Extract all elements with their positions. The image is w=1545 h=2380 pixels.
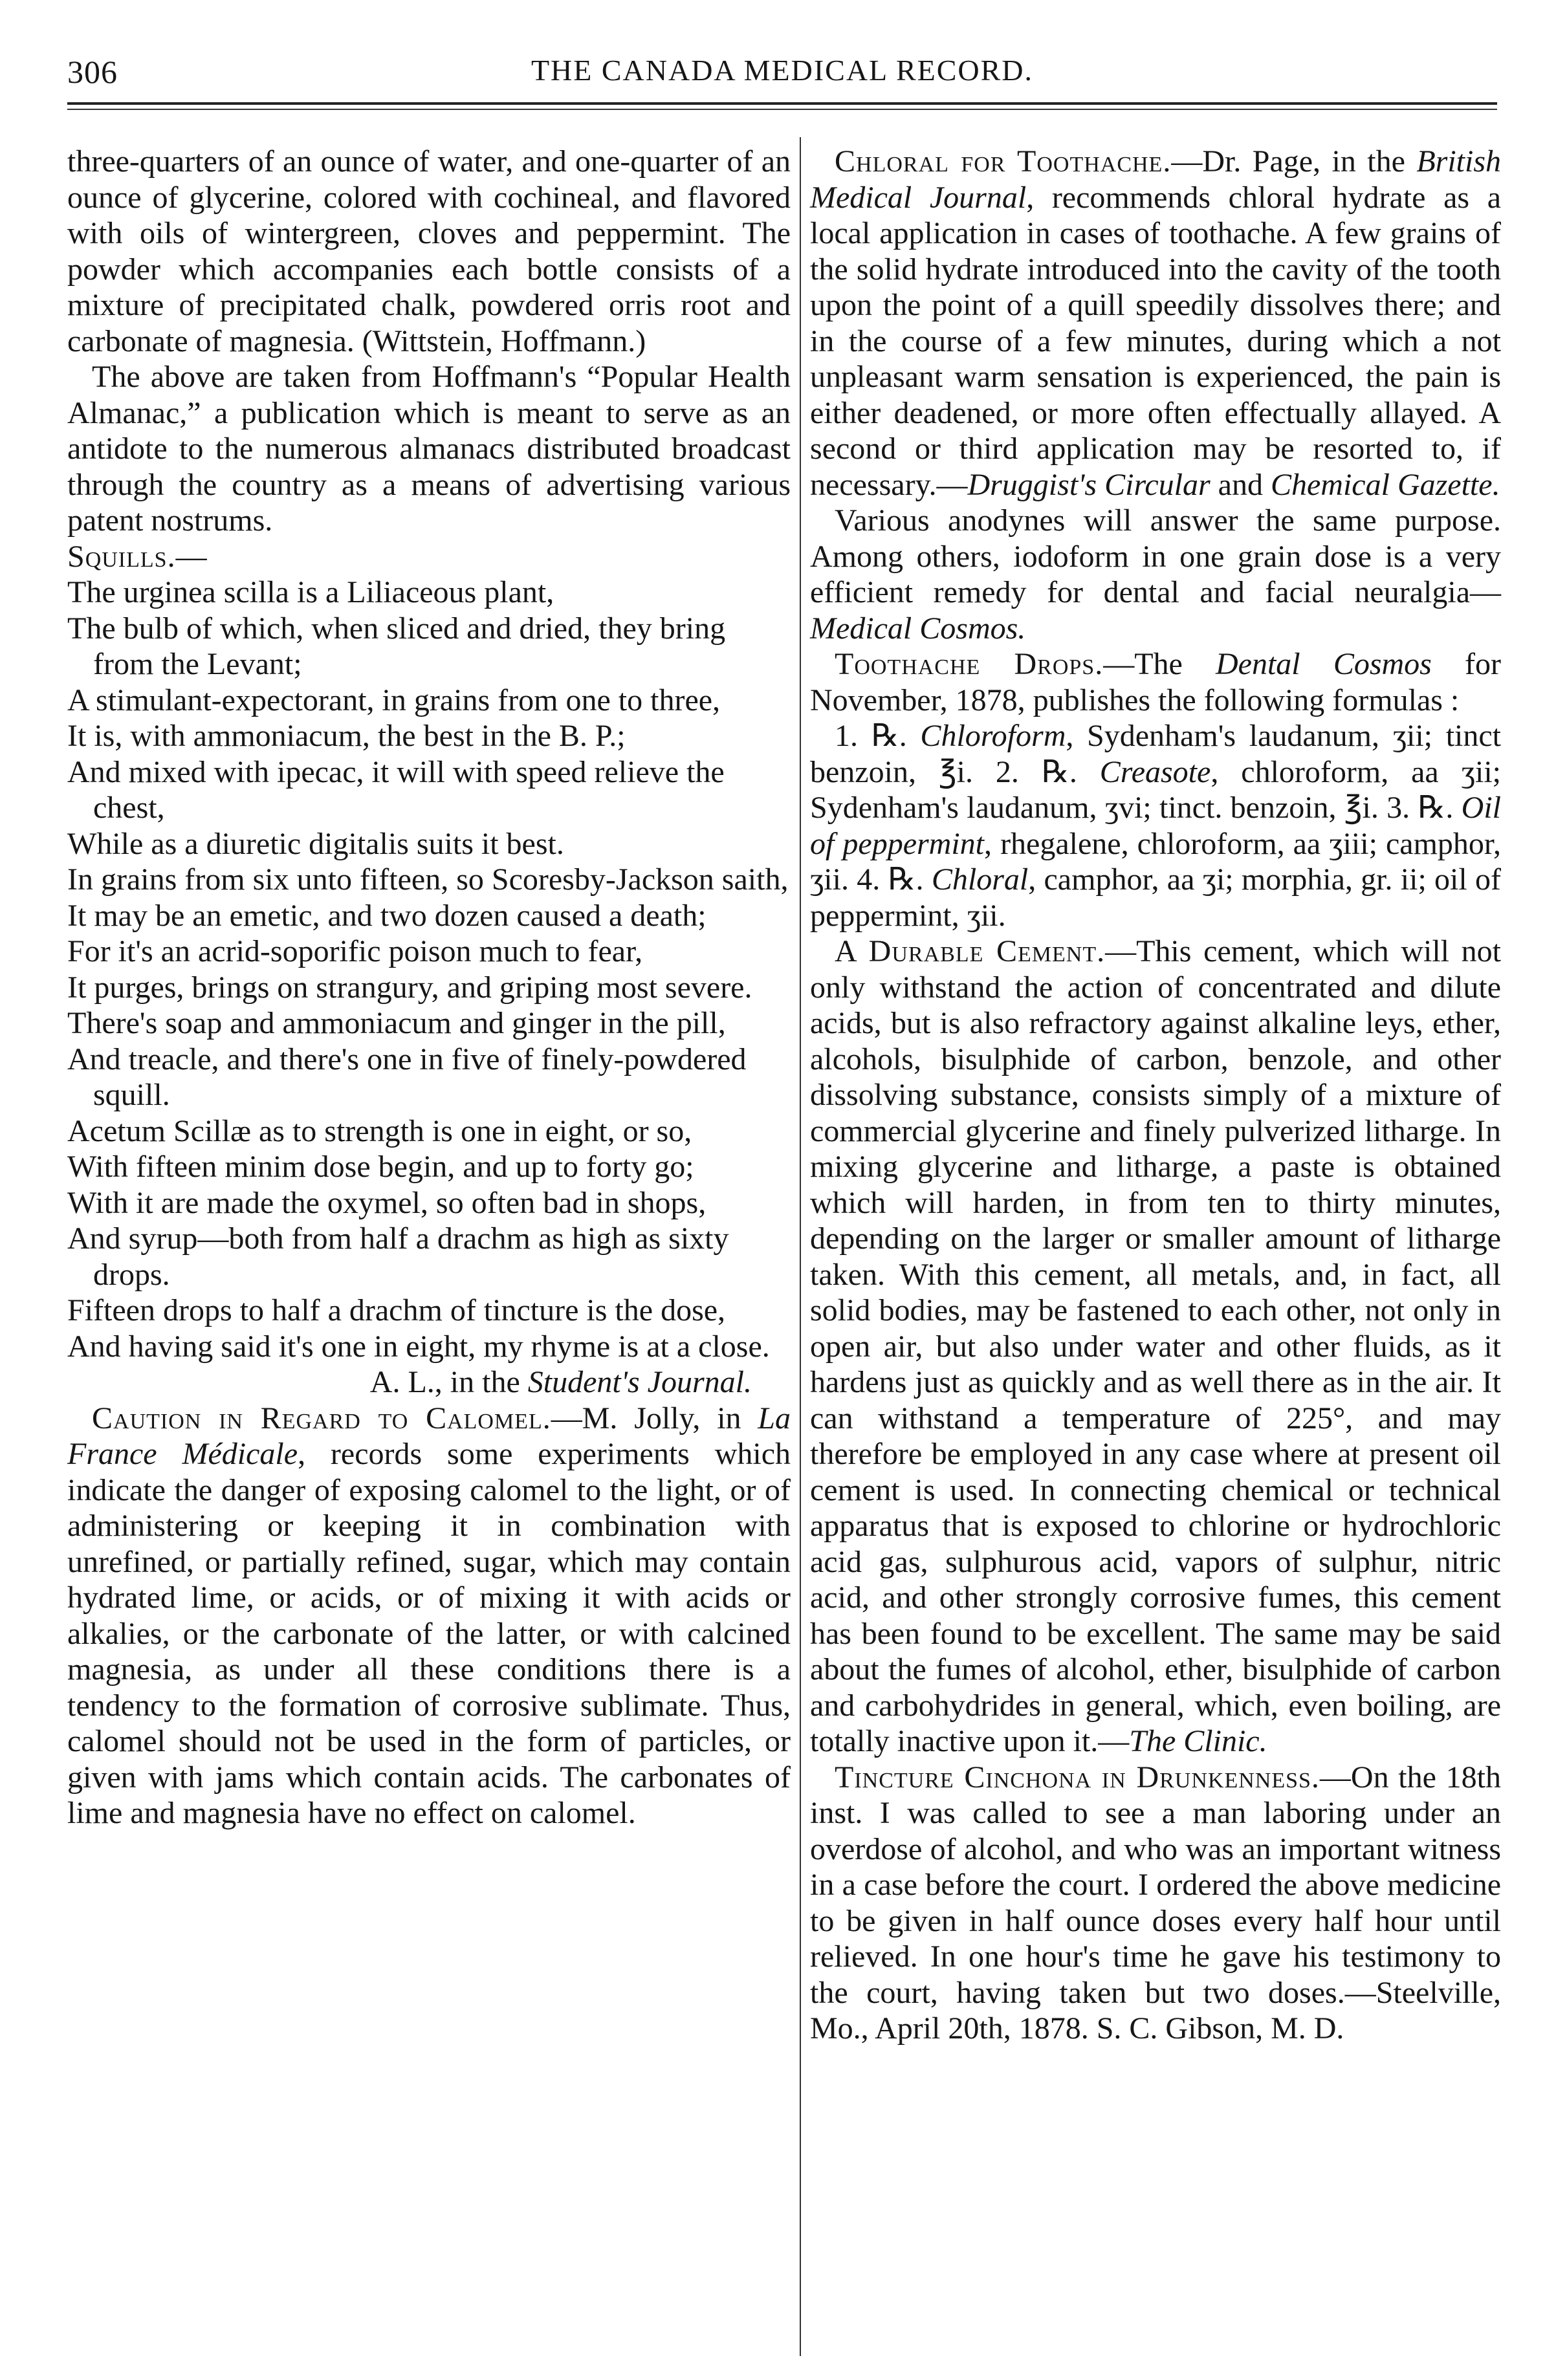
verse-line: There's soap and ammoniacum and ginger in the pill, xyxy=(67,1006,726,1040)
calomel-body: , records some experiments which indicate the danger of exposing calomel to the light, or of administering or keeping it in combination with unrefined, or partially refined, sugar, which may contain hydrated lime, or acids, or of mixing it with acids or alkalies, or the carbonate of the latter, or with calcined magnesia, as under all these conditions there is a tendency to the formation of corrosive sublimate. Thus, calomel should not be used in the form of particles, or given with jams which contain acids. The carbonates of lime and magnesia have no effect on calomel. xyxy=(67,1437,791,1830)
verse-line: And syrup—both from half a drachm as high as sixty drops. xyxy=(67,1221,729,1292)
left-column xyxy=(67,144,791,1831)
cement-body: —This cement, which will not only withstand the action of concentrated and dilute acids, but is also refractory against alkaline leys, ether, alcohols, bisulphide of carbon, benzole, and other dissolving substance, consists simply of a mixture of commercial glycerine and finely pulverized litharge. In mixing glycerine and litharge, a paste is obtained which will harden, in from ten to thirty minutes, depending on the larger or smaller amount of litharge taken. With this cement, all metals, and, in fact, all solid bodies, may be fastened to each other, not only in open air, but also under water and other fluids, as it hardens just as quickly and as well there as in the air. It can withstand a temperature of 225°, and may therefore be employed in any case where at present oil cement is used. In connecting chemical or technical apparatus that is exposed to chlorine or hydrochloric acid gas, sulphurous acid, vapors of sulphur, nitric acid, and other strongly corrosive fumes, this cement has been found to be excellent. The same may be said about the fumes of alcohol, ether, bisulphide of carbon and carbohydrides in general, which, even boiling, are totally inactive upon it.— xyxy=(810,934,1501,1758)
drops-source: Dental Cosmos xyxy=(1216,647,1432,681)
formula-2-drug: Creasote xyxy=(1099,754,1211,789)
formula-1-drug: Chloroform xyxy=(920,719,1066,753)
anodynes-body: Various anodynes will answer the same purpose. Among others, iodoform in one grain dose is a very efficient remedy for dental and facial neuralgia— xyxy=(810,503,1501,609)
right-column xyxy=(810,144,1501,2047)
almanac-note: The above are taken from Hoffmann's “Popular Health Almanac,” a publication which is meant to serve as an antidote to the numerous almanacs distributed broadcast through the country as a means of advertising various patent nostrums. xyxy=(67,360,791,538)
verse-line: It may be an emetic, and two dozen caused a death; xyxy=(67,898,707,933)
cement-article xyxy=(810,933,1501,1760)
chloral-body: , recommends chloral hydrate as a local application in cases of toothache. A few grains of the solid hydrate introduced into the cavity of the tooth upon the point of a quill speedily dissolves there; and in the course of a few minutes, during which a not unpleasant warm sensation is experienced, the pain is either deadened, or more often effectually allayed. A second or third application may be resorted to, if necessary.— xyxy=(810,180,1501,502)
column-divider xyxy=(800,137,801,2356)
running-head: THE CANADA MEDICAL RECORD. xyxy=(531,54,1034,87)
verse-line: With fifteen minim dose begin, and up to forty go; xyxy=(67,1150,694,1184)
calomel-source: La France Médicale xyxy=(67,1401,791,1471)
squills-heading: Squills.— xyxy=(67,539,208,574)
squills-verse xyxy=(67,574,791,1364)
verse-line: With it are made the oxymel, so often bad in shops, xyxy=(67,1185,707,1220)
drops-heading: Toothache Drops. xyxy=(835,647,1104,681)
formula-4-drug: Chloral xyxy=(931,862,1029,897)
page-header xyxy=(67,53,1497,98)
verse-line: And mixed with ipecac, it will with speed relieve the chest, xyxy=(67,754,725,825)
verse-line: A stimulant-expectorant, in grains from one to three, xyxy=(67,682,721,717)
signature-source: Student's Journal. xyxy=(527,1365,752,1399)
chloral-article xyxy=(810,144,1501,503)
formula-4-body: , camphor, aa ʒi; morphia, gr. ii; oil of peppermint, ʒii. xyxy=(810,862,1501,933)
header-rule-thin xyxy=(67,109,1497,110)
calomel-heading: Caution in Regard to Calomel. xyxy=(92,1401,551,1436)
verse-line: In grains from six unto fifteen, so Scoresby-Jackson saith, xyxy=(67,862,789,897)
page-number: 306 xyxy=(67,54,118,90)
drops-formulas xyxy=(810,718,1501,933)
chloral-citation-2: Chemical Gazette. xyxy=(1270,467,1500,502)
verse-line: While as a diuretic digitalis suits it best. xyxy=(67,826,564,861)
tincture-article xyxy=(810,1760,1501,2047)
anodynes-source: Medical Cosmos. xyxy=(810,611,1026,646)
toothache-drops-article xyxy=(810,646,1501,718)
verse-signature xyxy=(67,1364,791,1401)
verse-line: And treacle, and there's one in five of finely-powdered squill. xyxy=(67,1042,747,1112)
verse-line: The urginea scilla is a Liliaceous plant, xyxy=(67,575,554,609)
calomel-article xyxy=(67,1401,791,1831)
drops-body: for November, 1878, publishes the following formulas : xyxy=(810,647,1501,717)
formula-3-drug: Oil of peppermint xyxy=(810,791,1501,861)
cement-source: The Clinic. xyxy=(1129,1724,1267,1758)
chloral-and: and xyxy=(1210,467,1271,502)
verse-line: The bulb of which, when sliced and dried, they bring from the Levant; xyxy=(67,611,726,681)
formula-1-number: 1. ℞. xyxy=(835,719,921,753)
verse-line: And having said it's one in eight, my rhyme is at a close. xyxy=(67,1329,770,1364)
article-continuation: three-quarters of an ounce of water, and one-quarter of an ounce of glycerine, colored with cochineal, and flavored with oils of wintergreen, cloves and peppermint. The powder which accompanies each bottle consists of a mixture of precipitated chalk, powdered orris root and carbonate of magnesia. (Wittstein, Hoffmann.) xyxy=(67,144,791,358)
signature-prefix: A. L., in the xyxy=(369,1365,528,1399)
formula-2-body: , chloroform, aa ʒii; Sydenham's laudanum, ʒvi; tinct. benzoin, ℥i. 3. ℞. xyxy=(810,754,1501,825)
formula-1-body: , Sydenham's laudanum, ʒii; tinct benzoin, ℥i. 2. ℞. xyxy=(810,719,1502,789)
cement-heading: A Durable Cement. xyxy=(835,934,1106,968)
anodynes-article xyxy=(810,503,1501,646)
verse-line: For it's an acrid-soporific poison much to fear, xyxy=(67,934,643,968)
verse-line: It is, with ammoniacum, the best in the B. P.; xyxy=(67,719,626,753)
formula-3-body: , rhegalene, chloroform, aa ʒiii; camphor, ʒii. 4. ℞. xyxy=(810,826,1501,897)
tincture-heading: Tincture Cinchona in Drunkenness. xyxy=(835,1760,1320,1795)
tincture-body: —On the 18th inst. I was called to see a man laboring under an overdose of alcohol, and who was an important witness in a case before the court. I ordered the above medicine to be given in half ounce doses every half hour until relieved. In one hour's time he gave his testimony to the court, having taken but two doses.—Steelville, Mo., April 20th, 1878. S. C. Gibson, M. D. xyxy=(810,1760,1501,2046)
chloral-citation: Druggist's Circular xyxy=(967,467,1211,502)
header-rule-thick xyxy=(67,102,1497,105)
chloral-source: British Medical Journal xyxy=(810,144,1502,215)
verse-line: Acetum Scillæ as to strength is one in eight, or so, xyxy=(67,1113,692,1148)
calomel-intro: —M. Jolly, in xyxy=(551,1401,758,1436)
verse-line: It purges, brings on strangury, and griping most severe. xyxy=(67,970,752,1005)
chloral-heading: Chloral for Toothache. xyxy=(835,144,1172,179)
chloral-intro: —Dr. Page, in the xyxy=(1171,144,1417,179)
verse-line: Fifteen drops to half a drachm of tincture is the dose, xyxy=(67,1293,726,1327)
drops-intro: —The xyxy=(1103,647,1216,681)
